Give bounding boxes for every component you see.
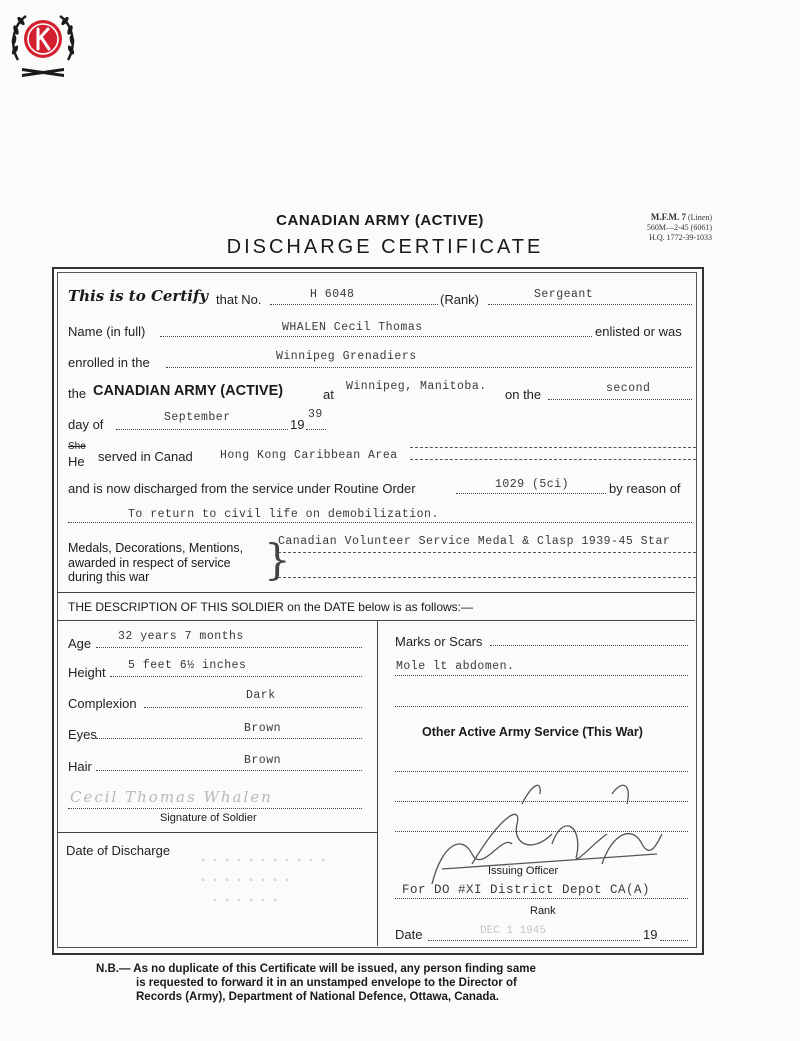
she-label: She: [68, 441, 86, 452]
enlist-year: 39: [308, 408, 323, 421]
age-label: Age: [68, 636, 92, 651]
medals-brace: }: [264, 535, 291, 584]
medals-value: Canadian Volunteer Service Medal & Clasp 1939-45 Star: [278, 535, 671, 548]
rank-value: Sergeant: [534, 288, 594, 301]
he-label: He: [68, 454, 85, 469]
date-label: Date: [395, 927, 423, 942]
marks-label: Marks or Scars: [395, 634, 483, 649]
served-where: Hong Kong Caribbean Area: [220, 449, 398, 462]
year-prefix: 19: [290, 417, 305, 432]
served-label: served in Canad: [98, 449, 193, 464]
that-no-label: that No.: [216, 292, 262, 307]
hair-value: Brown: [244, 754, 282, 767]
eyes-value: Brown: [244, 722, 282, 735]
complexion-value: Dark: [246, 689, 276, 702]
form-number: M.F.M. 7 (Linen) 560M—2-45 (6061) H.Q. 1772-39-1033: [646, 212, 712, 242]
soldier-name: WHALEN Cecil Thomas: [282, 321, 423, 334]
date-year-prefix: 19: [643, 927, 658, 942]
enlist-day: second: [606, 382, 651, 395]
enrolled-label: enrolled in the: [68, 355, 150, 370]
wreath-k-logo-icon: [8, 6, 78, 82]
issuing-officer-label: Issuing Officer: [488, 865, 559, 877]
army-name: CANADIAN ARMY (ACTIVE): [93, 383, 284, 399]
issuing-unit: For DO #XI District Depot CA(A): [402, 883, 651, 897]
rank-label-officer: Rank: [530, 905, 556, 917]
signature-label: Signature of Soldier: [160, 812, 257, 824]
date-of-discharge-label: Date of Discharge: [66, 843, 171, 858]
discharged-label: and is now discharged from the service under Routine Order: [68, 481, 416, 496]
routine-order: 1029 (5ci): [495, 478, 570, 491]
title-certificate: DISCHARGE CERTIFICATE: [226, 236, 544, 258]
complexion-label: Complexion: [68, 696, 137, 711]
enlist-month: September: [164, 411, 231, 424]
service-number: H 6048: [310, 288, 355, 301]
soldier-signature: Cecil Thomas Whalen: [70, 788, 273, 806]
hair-label: Hair: [68, 759, 92, 774]
height-value: 5 feet 6½ inches: [128, 659, 247, 672]
on-the-label: on the: [505, 387, 542, 402]
enlist-place: Winnipeg, Manitoba.: [346, 380, 487, 393]
medals-label: Medals, Decorations, Mentions, awarded in respect of service during this war: [68, 541, 244, 584]
description-heading: THE DESCRIPTION OF THIS SOLDIER on the DATE below is as follows:—: [68, 600, 473, 614]
discharge-stamp: ▪ ▪ ▪ ▪ ▪ ▪ ▪ ▪ ▪ ▪ ▪ ▪ ▪ ▪ ▪ ▪ ▪ ▪ ▪ ▪ ▪ ▪ ▪ ▪ ▪: [200, 856, 327, 907]
name-label: Name (in full): [68, 324, 146, 339]
certify-heading: This is to Certify: [68, 287, 209, 305]
unit-name: Winnipeg Grenadiers: [276, 350, 417, 363]
discharge-reason: To return to civil life on demobilization.: [128, 508, 439, 521]
age-value: 32 years 7 months: [118, 630, 244, 643]
date-stamp: DEC 1 1945: [480, 925, 547, 937]
title-army: CANADIAN ARMY (ACTIVE): [276, 212, 484, 229]
at-label: at: [323, 387, 334, 402]
nb-note: N.B.— As no duplicate of this Certificate will be issued, any person finding same is requested to forward it in an unstamped envelope to the Director of Records (Army), Department of National Defence, Ottawa, Canada.: [96, 963, 536, 1003]
enlisted-label: enlisted or was: [595, 324, 682, 339]
rank-label: (Rank): [440, 292, 480, 307]
marks-value: Mole lt abdomen.: [396, 660, 515, 673]
height-label: Height: [68, 665, 106, 680]
other-service-label: Other Active Army Service (This War): [422, 725, 643, 739]
by-reason-label: by reason of: [609, 481, 681, 496]
eyes-label: Eyes: [68, 727, 97, 742]
day-of-label: day of: [68, 417, 104, 432]
the-label: the: [68, 386, 87, 401]
